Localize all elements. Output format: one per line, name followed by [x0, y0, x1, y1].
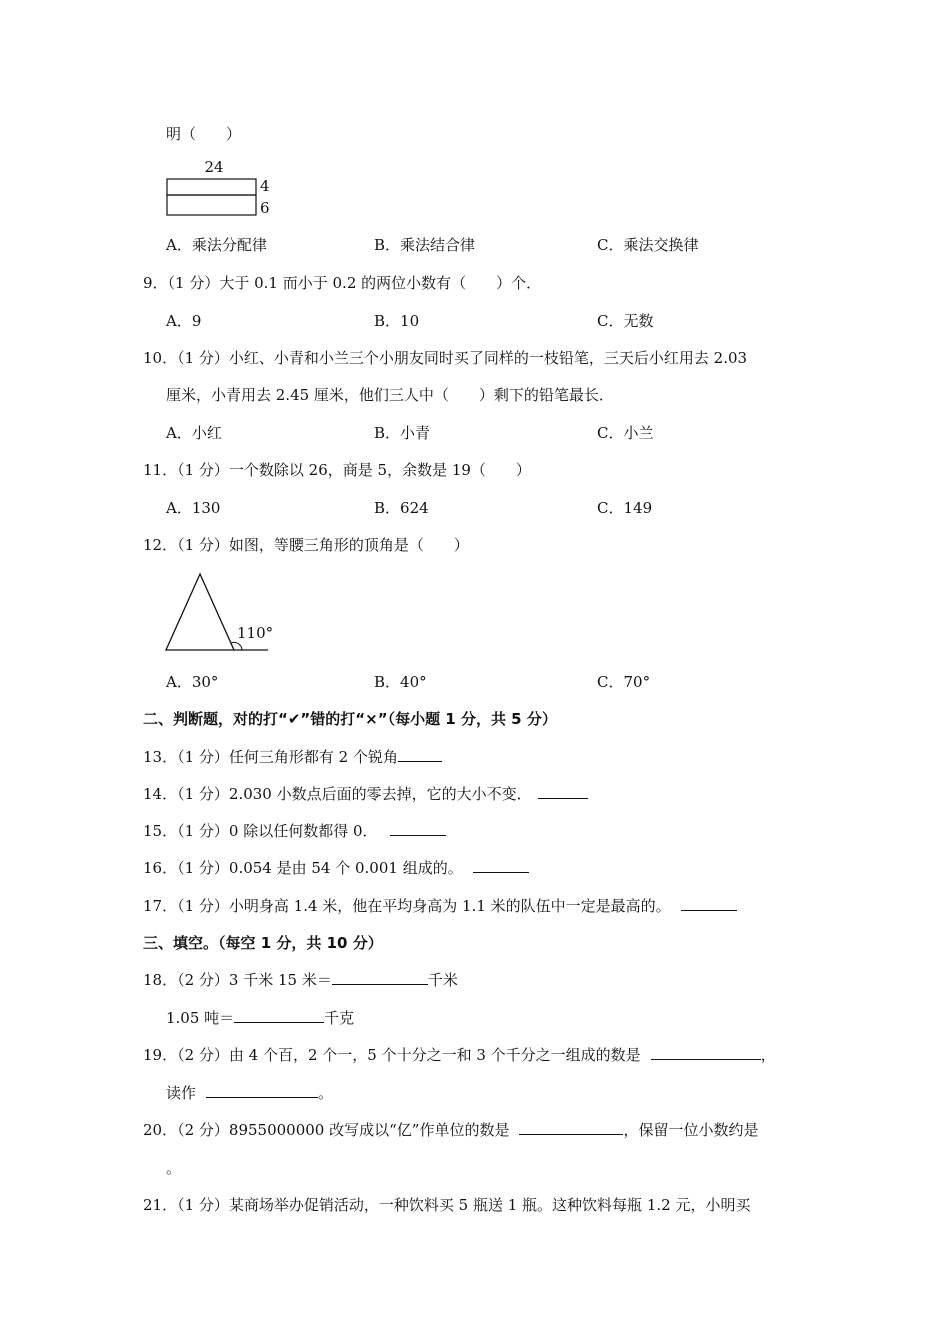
q8-rect-lower — [167, 195, 256, 215]
q13-text: 13．（1 分）任何三角形都有 2 个锐角 — [143, 748, 398, 766]
q17-text: 17．（1 分）小明身高 1.4 米，他在平均身高为 1.1 米的队伍中一定是最高的。 — [143, 897, 671, 915]
q11-text: 11．（1 分）一个数除以 26，商是 5，余数是 19（ ） — [143, 461, 531, 479]
q19-answer-blank-1[interactable] — [651, 1045, 761, 1060]
q15-text: 15．（1 分）0 除以任何数都得 0． — [143, 822, 378, 840]
q18-answer-blank-1[interactable] — [332, 970, 428, 985]
q10-option-b[interactable]: B．小青 — [374, 424, 431, 442]
q8-rectangle-figure — [160, 154, 280, 220]
q18-row — [143, 970, 458, 990]
q10-option-c[interactable]: C．小兰 — [597, 424, 654, 442]
q8-option-b[interactable]: B．乘法结合律 — [374, 236, 476, 254]
q19-row — [143, 1045, 776, 1065]
q12-option-c[interactable]: C．70° — [597, 673, 651, 691]
q9-text: 9．（1 分）大于 0.1 而小于 0.2 的两位小数有（ ）个． — [143, 274, 542, 292]
section2-title: 二、判断题，对的打“✔”错的打“×”（每小题 1 分，共 5 分） — [143, 710, 557, 728]
q17-row — [143, 896, 737, 916]
q19-text: 19．（2 分）由 4 个百，2 个一，5 个十分之一和 3 个千分之一组成的数是 — [143, 1046, 641, 1064]
q8-option-a[interactable]: A．乘法分配律 — [166, 236, 267, 254]
q8-label-top: 24 — [204, 158, 224, 176]
q12-option-b[interactable]: B．40° — [374, 673, 427, 691]
q20-row — [143, 1120, 758, 1140]
q13-answer-blank[interactable] — [398, 747, 442, 762]
q14-answer-blank[interactable] — [538, 784, 588, 799]
q8-option-c[interactable]: C．乘法交换律 — [597, 236, 699, 254]
q20-text: 20．（2 分）8955000000 改写成以“亿”作单位的数是 — [143, 1121, 510, 1139]
q10-line1: 10．（1 分）小红、小青和小兰三个小朋友同时买了同样的一枝铅笔，三天后小红用去 2.03 — [143, 349, 748, 367]
q18-unit-2: 千克 — [324, 1009, 355, 1027]
q9-option-b[interactable]: B．10 — [374, 312, 420, 330]
q8-tail: 明（ ） — [166, 125, 242, 143]
q8-label-6: 6 — [260, 199, 270, 217]
q18-unit-1: 千米 — [427, 971, 458, 989]
q11-option-c[interactable]: C．149 — [597, 499, 653, 517]
q9-option-c[interactable]: C．无数 — [597, 312, 654, 330]
q15-answer-blank[interactable] — [390, 821, 446, 836]
q13-row — [143, 747, 442, 767]
q11-option-b[interactable]: B．624 — [374, 499, 429, 517]
q19-answer-blank-2[interactable] — [206, 1083, 318, 1098]
q8-label-4: 4 — [260, 177, 270, 195]
q9-option-a[interactable]: A．9 — [166, 312, 202, 330]
q18-answer-blank-2[interactable] — [234, 1008, 324, 1023]
q14-text: 14．（1 分）2.030 小数点后面的零去掉，它的大小不变． — [143, 785, 532, 803]
q8-rect-upper — [167, 179, 256, 195]
q18-text-2: 1.05 吨＝ — [166, 1009, 235, 1027]
section3-title: 三、填空。（每空 1 分，共 10 分） — [143, 934, 383, 952]
q21-text: 21．（1 分）某商场举办促销活动，一种饮料买 5 瓶送 1 瓶。这种饮料每瓶 1.2 元，小明买 — [143, 1196, 751, 1214]
q12-isosceles-triangle — [166, 574, 234, 650]
q17-answer-blank[interactable] — [681, 896, 737, 911]
q18-text: 18．（2 分）3 千米 15 米＝ — [143, 971, 332, 989]
q19-text-2: 读作 — [166, 1084, 197, 1102]
q20-answer-blank-1[interactable] — [519, 1120, 623, 1135]
q12-option-a[interactable]: A．30° — [166, 673, 219, 691]
q14-row — [143, 784, 588, 804]
q19-period: 。 — [318, 1084, 334, 1102]
q20-answer-blank-2-end: 。 — [166, 1159, 182, 1177]
q15-row — [143, 821, 446, 841]
q19-comma: ， — [760, 1046, 776, 1064]
q18-row-2 — [166, 1008, 354, 1028]
q10-option-a[interactable]: A．小红 — [166, 424, 222, 442]
q11-option-a[interactable]: A．130 — [166, 499, 221, 517]
q20-text-2: ，保留一位小数约是 — [623, 1121, 759, 1139]
q10-line2: 厘米，小青用去 2.45 厘米，他们三人中（ ）剩下的铅笔最长． — [166, 386, 614, 404]
q12-text: 12．（1 分）如图，等腰三角形的顶角是（ ） — [143, 536, 469, 554]
q16-row — [143, 858, 529, 878]
q16-answer-blank[interactable] — [473, 858, 529, 873]
q12-angle-label: 110° — [237, 624, 274, 642]
q19-row-2 — [166, 1083, 333, 1103]
q16-text: 16．（1 分）0.054 是由 54 个 0.001 组成的。 — [143, 859, 463, 877]
q12-triangle-figure — [160, 568, 280, 658]
